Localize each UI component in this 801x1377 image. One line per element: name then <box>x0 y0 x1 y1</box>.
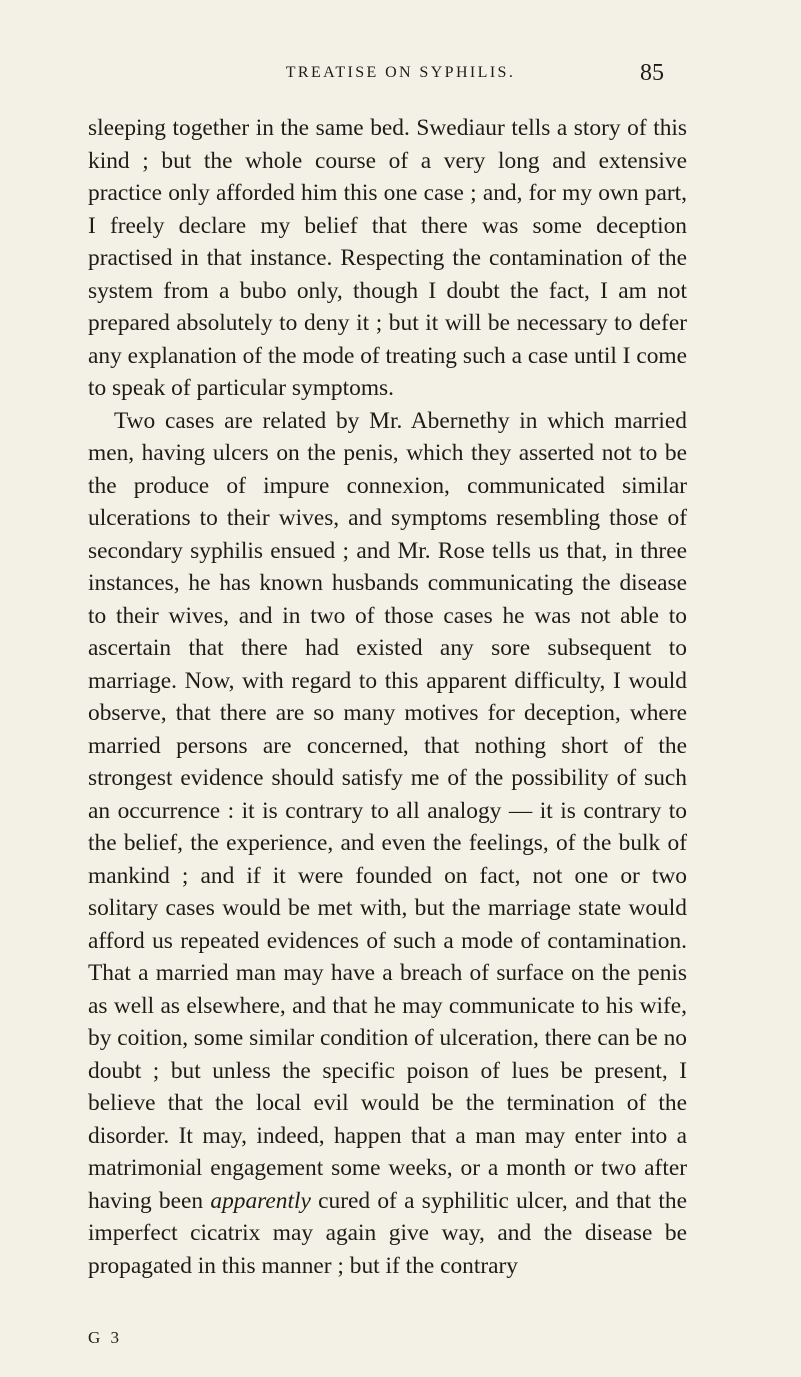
body-text <box>88 112 687 1282</box>
running-title: TREATISE ON SYPHILIS. <box>285 64 516 81</box>
paragraph-1-text: sleeping together in the same bed. Swediaur tells a story of this kind ; but the whole course of a very long and extensive practice only afforded him this one case ; and, for my own part, I freely declare my belief that there was some deception practised in that instance. Respecting the contamination of the system from a bubo only, though I doubt the fact, I am not prepared absolutely to deny it ; but it will be necessary to defer any explanation of the mode of treating such a case until I come to speak of particular symptoms. <box>88 115 687 401</box>
paragraph-2-text-a: Two cases are related by Mr. Abernethy in which married men, having ulcers on the penis, which they asserted not to be the produce of impure connexion, communicated similar ulcerations to their wives, and symptoms resembling those of secondary syphilis ensued ; and Mr. Rose tells us that, in three instances, he has known husbands communicating the disease to their wives, and in two of those cases he was not able to ascertain that there had existed any sore subsequent to marriage. Now, with regard to this apparent difficulty, I would observe, that there are so many motives for deception, where married persons are concerned, that nothing short of the strongest evidence should satisfy me of the possibility of such an occurrence : it is contrary to all analogy — it is contrary to the belief, the experience, and even the feelings, of the bulk of mankind ; and if it were founded on fact, not one or two solitary cases would be met with, but the marriage state would afford us repeated evidences of such a mode of contamination. That a married man may have a breach of surface on the penis as well as elsewhere, and that he may communicate to his wife, by coition, some similar condition of ulceration, there can be no doubt ; but unless the specific poison of lues be present, I believe that the local evil would be the termination of the disorder. It may, indeed, happen that a man may enter into a matrimonial engagement some weeks, or a month or two after having been <box>88 407 687 1214</box>
running-head <box>0 60 801 88</box>
emphasis-apparently: apparently <box>210 1187 311 1214</box>
paragraph-2 <box>88 405 687 1283</box>
paragraph-2-text-b: cured of a syphilitic ulcer, and that the imperfect cicatrix may again give way, and the disease be propagated in this manner ; but if the contrary <box>88 1187 687 1279</box>
paragraph-1 <box>88 112 687 405</box>
signature-mark: G 3 <box>88 1328 123 1347</box>
page-number: 85 <box>640 60 664 86</box>
